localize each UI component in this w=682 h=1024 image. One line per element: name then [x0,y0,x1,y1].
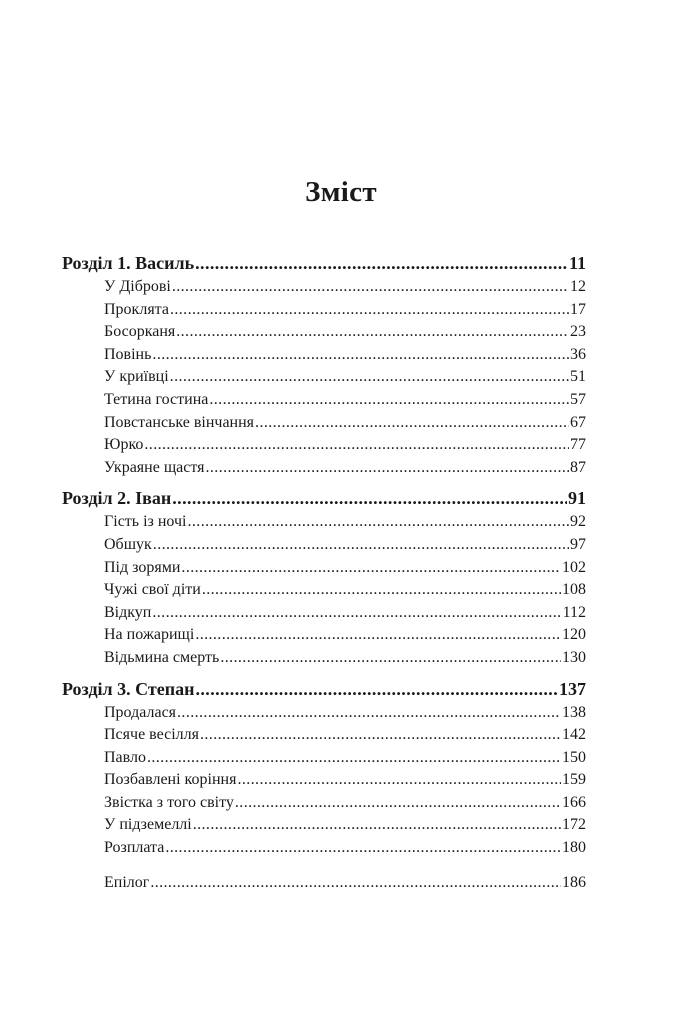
toc-entry [62,624,586,647]
toc-entry [62,321,586,344]
toc-entry-label: Проклята [104,300,169,318]
toc-page-number: 36 [570,345,586,363]
toc-entry-label: Під зорями [104,558,181,576]
dot-leader [255,412,569,435]
toc-entry-label: У криївці [104,368,169,386]
toc-entry [62,557,586,580]
toc-page-number: 120 [562,626,586,644]
toc-entry-label: Павло [104,748,146,766]
dot-leader [188,511,570,534]
dot-leader [177,702,561,725]
toc-entry-label: На пожарищі [104,626,195,644]
dot-leader [202,579,561,602]
toc-entry [62,534,586,557]
toc-chapter-3 [62,676,586,702]
toc-entry-label: Відкуп [104,603,152,621]
toc-page-number: 112 [562,603,586,621]
toc-page-number: 51 [570,368,586,386]
toc-entry [62,792,586,815]
toc-entry [62,647,586,670]
toc-entry [62,412,586,435]
dot-leader [152,602,561,625]
toc-entry-label: Розділ 2. Іван [62,488,172,509]
toc-entry-label: Гість із ночі [104,513,187,531]
toc-entry-label: Позбавлені коріння [104,771,237,789]
dot-leader [172,485,567,511]
page-title: Зміст [305,176,377,208]
toc-entry [62,366,586,389]
toc-page-number: 137 [559,678,586,699]
toc-entry-label: Відьмина смерть [104,648,220,666]
toc-page-number: 67 [570,413,586,431]
toc-page-number: 92 [570,513,586,531]
toc-entry-label: Розділ 1. Василь [62,253,195,273]
toc-page-number: 138 [562,703,586,721]
toc-entry-label: Повстанське вінчання [104,413,255,431]
toc-page-number: 77 [570,436,586,454]
dot-leader [170,366,569,389]
toc-entry-label: Обшук [104,535,152,553]
toc-entry [62,724,586,747]
dot-leader [144,434,569,457]
toc-page-number: 12 [570,278,586,295]
dot-leader [150,872,561,895]
toc-page-number: 11 [568,253,586,273]
toc-entry-label: Босорканя [104,323,176,341]
dot-leader [153,534,569,557]
toc-entry [62,344,586,367]
toc-page-number: 150 [562,748,586,766]
dot-leader [235,792,561,815]
toc-entry [62,837,586,860]
dot-leader [200,724,561,747]
toc-entry [62,747,586,770]
toc-page-number: 57 [570,390,586,408]
dot-leader [209,389,569,412]
dot-leader [170,299,569,322]
toc-page-number: 186 [562,873,586,891]
toc-entry [62,602,586,625]
toc-entry [62,434,586,457]
toc-entry-label: Тетина гостина [104,390,209,408]
toc-page-number: 23 [570,323,586,341]
toc-entry-label: У підземеллі [104,816,192,834]
toc-entry-label: Повінь [104,345,152,363]
dot-leader [237,769,561,792]
toc-page-number: 130 [562,648,586,666]
toc-chapter-2 [62,485,586,511]
dot-leader [152,344,569,367]
toc-page-number: 97 [570,535,586,553]
dot-leader [172,276,569,299]
dot-leader [181,557,561,580]
dot-leader [193,814,561,837]
toc-entry-label: Продалася [104,703,177,721]
toc-entry-label: Розплата [104,839,165,857]
toc-entry [62,702,586,725]
toc-page-number: 172 [562,816,586,834]
toc-entry-label: Украяне щастя [104,458,205,476]
dot-leader [205,457,569,480]
toc-page-number: 166 [562,793,586,811]
toc-entry [62,299,586,322]
toc-entry [62,276,586,299]
toc-page-number: 102 [562,558,586,576]
table-of-contents [62,250,586,894]
toc-page-number: 142 [562,726,586,744]
toc-page-number: 180 [562,839,586,857]
toc-page-number: 108 [562,581,586,599]
toc-page-number: 159 [562,771,586,789]
toc-page-number: 17 [570,300,586,318]
toc-entry [62,769,586,792]
dot-leader [196,676,559,702]
toc-entry-epilogue [62,872,586,895]
toc-page-number: 87 [570,458,586,476]
dot-leader [220,647,561,670]
toc-entry-label: Звістка з того світу [104,793,234,811]
dot-leader [195,624,561,647]
toc-entry [62,389,586,412]
toc-entry-label: Юрко [104,436,144,454]
dot-leader [165,837,561,860]
dot-leader [195,250,568,276]
toc-entry-label: У Діброві [104,278,171,295]
toc-entry-label: Чужі свої діти [104,581,201,599]
dot-leader [147,747,561,770]
toc-entry [62,579,586,602]
toc-entry-label: Псяче весілля [104,726,199,744]
toc-entry [62,511,586,534]
toc-entry-label: Епілог [104,873,150,891]
dot-leader [176,321,569,344]
toc-entry [62,457,586,480]
toc-entry-label: Розділ 3. Степан [62,678,195,699]
toc-page-number: 91 [568,488,586,509]
toc-entry [62,814,586,837]
toc-chapter-1 [62,250,586,276]
